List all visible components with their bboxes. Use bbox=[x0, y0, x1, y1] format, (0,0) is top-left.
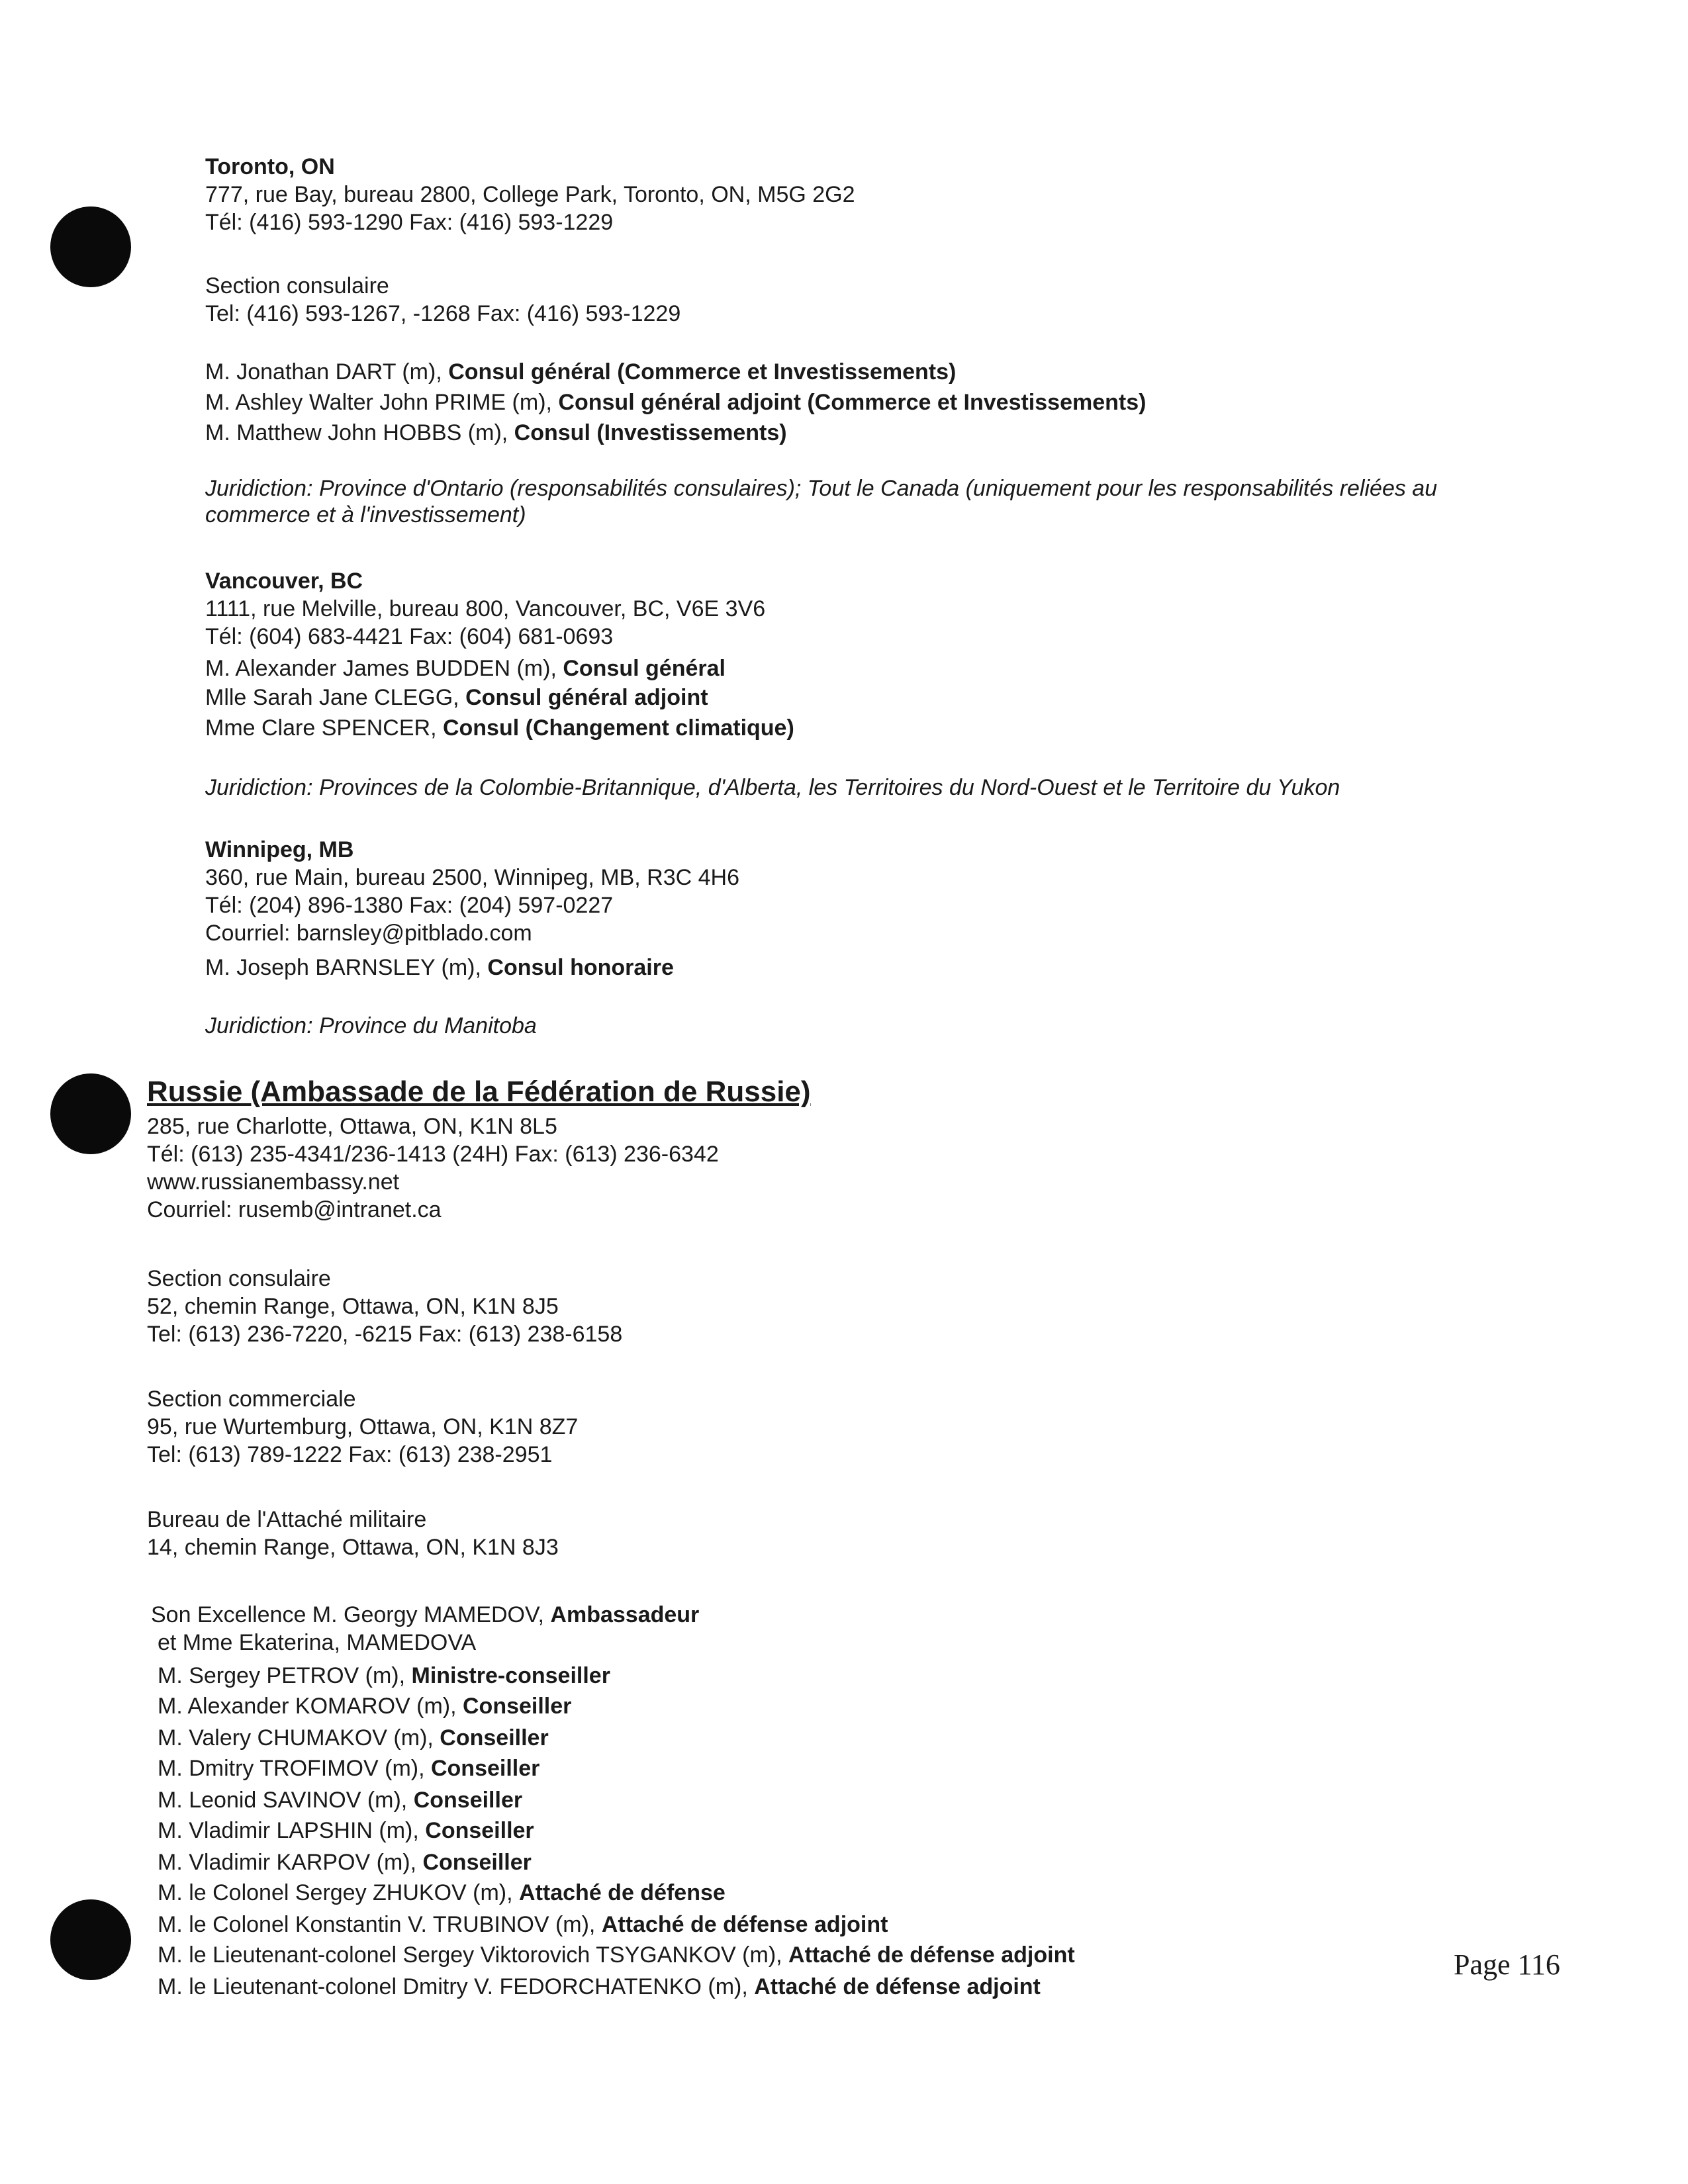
vancouver-address: 1111, rue Melville, bureau 800, Vancouver, BC, V6E 3V6 bbox=[205, 596, 766, 621]
staff-entry bbox=[158, 1849, 532, 1876]
city-heading-toronto: Toronto, ON bbox=[205, 154, 335, 179]
staff-name: M. le Colonel Konstantin V. TRUBINOV (m), bbox=[158, 1912, 602, 1937]
toronto-phone: Tél: (416) 593-1290 Fax: (416) 593-1229 bbox=[205, 210, 614, 235]
staff-entry bbox=[205, 420, 787, 446]
staff-entry bbox=[158, 1693, 571, 1719]
staff-name: M. Leonid SAVINOV (m), bbox=[158, 1788, 414, 1813]
staff-name: Mme Clare SPENCER, bbox=[205, 715, 443, 741]
military-attache-address: 14, chemin Range, Ottawa, ON, K1N 8J3 bbox=[147, 1535, 559, 1560]
staff-title: Consul général adjoint bbox=[465, 685, 708, 710]
toronto-address: 777, rue Bay, bureau 2800, College Park, Toronto, ON, M5G 2G2 bbox=[205, 182, 855, 207]
winnipeg-email: Courriel: barnsley@pitblado.com bbox=[205, 921, 532, 946]
punch-hole-bottom bbox=[50, 1899, 131, 1980]
staff-entry bbox=[158, 1911, 888, 1938]
staff-title: Consul honoraire bbox=[487, 955, 674, 980]
embassy-website: www.russianembassy.net bbox=[147, 1169, 400, 1195]
staff-entry bbox=[205, 954, 674, 981]
staff-entry bbox=[205, 389, 1146, 416]
staff-title: Conseiller bbox=[463, 1694, 572, 1719]
consular-address: 52, chemin Range, Ottawa, ON, K1N 8J5 bbox=[147, 1294, 559, 1319]
staff-name: M. Alexander KOMAROV (m), bbox=[158, 1694, 463, 1719]
staff-entry bbox=[205, 655, 726, 682]
staff-entry bbox=[158, 1787, 522, 1813]
punch-hole-middle bbox=[50, 1073, 131, 1154]
staff-entry bbox=[158, 1817, 534, 1844]
staff-name: M. le Lieutenant-colonel Sergey Viktorovich TSYGANKOV (m), bbox=[158, 1942, 789, 1968]
ambassador-entry bbox=[151, 1602, 699, 1628]
staff-name: M. Alexander James BUDDEN (m), bbox=[205, 656, 563, 681]
staff-title: Consul général (Commerce et Investissements) bbox=[448, 359, 957, 385]
city-heading-winnipeg: Winnipeg, MB bbox=[205, 837, 354, 862]
staff-name: Mlle Sarah Jane CLEGG, bbox=[205, 685, 466, 710]
staff-entry bbox=[158, 1974, 1041, 2000]
commercial-phone: Tel: (613) 789-1222 Fax: (613) 238-2951 bbox=[147, 1442, 553, 1467]
staff-entry bbox=[158, 1755, 539, 1782]
toronto-consular-phone: Tel: (416) 593-1267, -1268 Fax: (416) 593-1229 bbox=[205, 301, 681, 326]
staff-name: M. Jonathan DART (m), bbox=[205, 359, 449, 385]
staff-title: Consul général bbox=[563, 656, 726, 681]
staff-title: Ministre-conseiller bbox=[411, 1663, 610, 1688]
staff-name: M. Ashley Walter John PRIME (m), bbox=[205, 390, 559, 415]
staff-title: Consul (Investissements) bbox=[514, 420, 787, 445]
staff-title: Ambassadeur bbox=[550, 1602, 700, 1627]
consular-section-label: Section consulaire bbox=[147, 1266, 331, 1291]
staff-entry bbox=[158, 1942, 1075, 1968]
staff-title: Conseiller bbox=[425, 1818, 534, 1843]
commercial-section-label: Section commerciale bbox=[147, 1387, 356, 1412]
toronto-jurisdiction: Juridiction: Province d'Ontario (responsabilités consulaires); Tout le Canada (uniquement pour les responsabilités reliées au commerce et à l'investissement) bbox=[205, 476, 1438, 527]
toronto-consular-label: Section consulaire bbox=[205, 273, 389, 298]
page-number: Page 116 bbox=[1454, 1948, 1560, 1981]
vancouver-phone: Tél: (604) 683-4421 Fax: (604) 681-0693 bbox=[205, 624, 614, 649]
staff-name: Son Excellence M. Georgy MAMEDOV, bbox=[151, 1602, 551, 1627]
staff-entry bbox=[205, 684, 708, 711]
staff-name: M. Valery CHUMAKOV (m), bbox=[158, 1725, 440, 1751]
staff-title: Conseiller bbox=[440, 1725, 549, 1751]
staff-title: Attaché de défense adjoint bbox=[754, 1974, 1041, 1999]
commercial-address: 95, rue Wurtemburg, Ottawa, ON, K1N 8Z7 bbox=[147, 1414, 579, 1439]
embassy-phone: Tél: (613) 235-4341/236-1413 (24H) Fax: (613) 236-6342 bbox=[147, 1142, 719, 1167]
military-attache-label: Bureau de l'Attaché militaire bbox=[147, 1507, 427, 1532]
staff-name: M. le Lieutenant-colonel Dmitry V. FEDORCHATENKO (m), bbox=[158, 1974, 755, 1999]
staff-title: Attaché de défense bbox=[519, 1880, 726, 1905]
staff-entry bbox=[205, 359, 956, 385]
staff-title: Consul général adjoint (Commerce et Investissements) bbox=[558, 390, 1147, 415]
staff-entry bbox=[158, 1880, 726, 1906]
staff-entry bbox=[158, 1725, 549, 1751]
staff-name: M. Sergey PETROV (m), bbox=[158, 1663, 412, 1688]
staff-title: Attaché de défense adjoint bbox=[788, 1942, 1075, 1968]
staff-name: M. Dmitry TROFIMOV (m), bbox=[158, 1756, 431, 1781]
staff-entry bbox=[158, 1662, 610, 1689]
embassy-address: 285, rue Charlotte, Ottawa, ON, K1N 8L5 bbox=[147, 1114, 557, 1139]
city-heading-vancouver: Vancouver, BC bbox=[205, 569, 363, 594]
staff-title: Conseiller bbox=[413, 1788, 523, 1813]
country-heading: Russie (Ambassade de la Fédération de Russie) bbox=[147, 1075, 811, 1108]
winnipeg-jurisdiction: Juridiction: Province du Manitoba bbox=[205, 1013, 537, 1038]
staff-name: M. Joseph BARNSLEY (m), bbox=[205, 955, 488, 980]
staff-entry bbox=[205, 715, 794, 741]
punch-hole-top bbox=[50, 206, 131, 287]
vancouver-jurisdiction: Juridiction: Provinces de la Colombie-Britannique, d'Alberta, les Territoires du Nord-Ouest et le Territoire du Yukon bbox=[205, 775, 1340, 800]
staff-name: M. Matthew John HOBBS (m), bbox=[205, 420, 514, 445]
ambassador-spouse: et Mme Ekaterina, MAMEDOVA bbox=[158, 1630, 477, 1655]
staff-title: Attaché de défense adjoint bbox=[601, 1912, 888, 1937]
winnipeg-address: 360, rue Main, bureau 2500, Winnipeg, MB, R3C 4H6 bbox=[205, 865, 740, 890]
staff-name: M. Vladimir KARPOV (m), bbox=[158, 1850, 423, 1875]
winnipeg-phone: Tél: (204) 896-1380 Fax: (204) 597-0227 bbox=[205, 893, 614, 918]
staff-name: M. Vladimir LAPSHIN (m), bbox=[158, 1818, 426, 1843]
consular-phone: Tel: (613) 236-7220, -6215 Fax: (613) 238-6158 bbox=[147, 1322, 623, 1347]
staff-title: Conseiller bbox=[430, 1756, 540, 1781]
staff-title: Consul (Changement climatique) bbox=[442, 715, 794, 741]
staff-title: Conseiller bbox=[422, 1850, 532, 1875]
staff-name: M. le Colonel Sergey ZHUKOV (m), bbox=[158, 1880, 520, 1905]
embassy-email: Courriel: rusemb@intranet.ca bbox=[147, 1197, 442, 1222]
